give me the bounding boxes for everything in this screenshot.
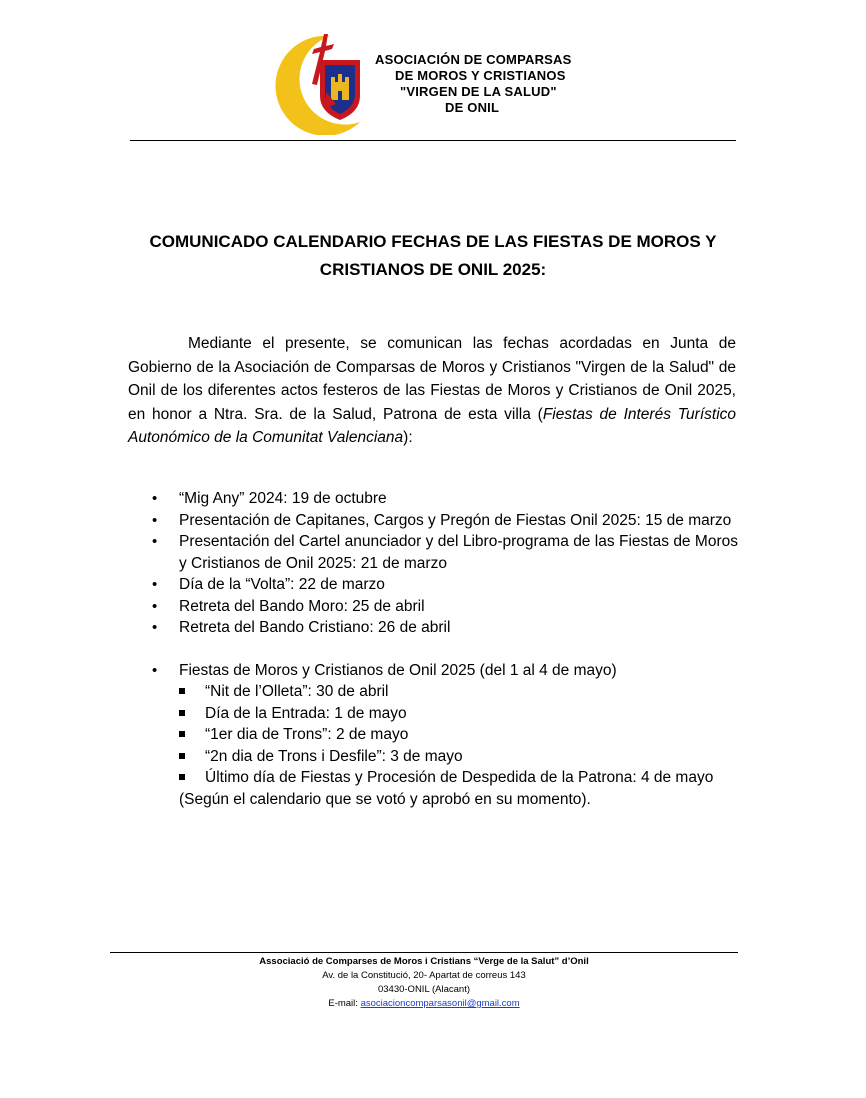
list-item: • Retreta del Bando Moro: 25 de abril (128, 596, 738, 618)
list-item: • “Mig Any” 2024: 19 de octubre (128, 488, 738, 510)
bullet-icon: • (152, 661, 158, 679)
footer-org: Associació de Comparses de Moros i Cristians “Verge de la Salut” d’Onil (259, 956, 589, 967)
square-bullet-icon (179, 774, 185, 780)
event-calendar-list (128, 488, 738, 810)
intro-text: Mediante el presente, se comunican las fechas acordadas en Junta de Gobierno de la Asociación de Comparsas de Moros y Cristianos "Virgen de la Salud" de Onil de los diferentes actos festeros de las Fiestas de Moros y Cristianos de Onil 2025, en honor a Ntra. Sra. de la Salud, Patrona de esta villa ( (128, 335, 736, 423)
square-bullet-icon (179, 731, 185, 737)
square-bullet-icon (179, 753, 185, 759)
title-line: COMUNICADO CALENDARIO FECHAS DE LAS FIESTAS DE MOROS Y (149, 232, 717, 251)
list-item: • Presentación de Capitanes, Cargos y Pregón de Fiestas Onil 2025: 15 de marzo (128, 510, 738, 532)
sub-list-item: “1er dia de Trons”: 2 de mayo (128, 724, 738, 746)
calendar-note: (Según el calendario que se votó y aprobó en su momento). (179, 790, 591, 808)
association-name (375, 52, 635, 116)
bullet-icon: • (152, 619, 158, 636)
email-label: E-mail: (328, 998, 361, 1009)
list-item: • Presentación del Cartel anunciador y del Libro-programa de las Fiestas de Moros y Cristianos de Onil 2025: 21 de marzo (152, 533, 738, 572)
sub-list-item: Día de la Entrada: 1 de mayo (128, 703, 738, 725)
footer-email-line (110, 997, 738, 1011)
footer-divider (110, 952, 738, 953)
footer-city: 03430-ONIL (Alacant) (377, 984, 471, 995)
intro-end: ): (403, 429, 413, 446)
footer-address: Av. de la Constitució, 20- Apartat de correus 143 (322, 970, 526, 981)
letterhead (0, 0, 866, 150)
title-line: CRISTIANOS DE ONIL 2025: (319, 260, 547, 279)
sub-list-item: Último día de Fiestas y Procesión de Despedida de la Patrona: 4 de mayo (128, 767, 738, 789)
org-line: ASOCIACIÓN DE COMPARSAS (375, 52, 572, 67)
org-line: "VIRGEN DE LA SALUD" (400, 84, 557, 99)
intro-italic: Fiestas de Interés Turístico Autonómico de la Comunitat Valenciana (128, 405, 737, 446)
sub-list-item: “Nit de l’Olleta”: 30 de abril (128, 681, 738, 703)
bullet-icon: • (152, 511, 158, 529)
document-title (100, 228, 766, 284)
list-item: • Retreta del Bando Cristiano: 26 de abril (128, 617, 738, 639)
sub-list-item: “2n dia de Trons i Desfile”: 3 de mayo (128, 746, 738, 768)
bullet-icon: • (152, 533, 158, 550)
fiestas-list-item: • Fiestas de Moros y Cristianos de Onil 2025 (del 1 al 4 de mayo) (128, 660, 738, 682)
bullet-icon: • (152, 576, 158, 593)
bullet-icon: • (152, 490, 158, 507)
list-item: • Día de la “Volta”: 22 de marzo (128, 574, 738, 596)
bullet-icon: • (152, 597, 158, 615)
footer (110, 955, 738, 1011)
square-bullet-icon (179, 688, 185, 694)
association-logo (268, 30, 368, 135)
intro-paragraph (128, 332, 736, 450)
email-link[interactable]: asociacioncomparsasonil@gmail.com (360, 998, 520, 1009)
org-line: DE ONIL (445, 100, 500, 115)
square-bullet-icon (179, 710, 185, 716)
header-divider (130, 140, 736, 141)
org-line: DE MOROS Y CRISTIANOS (395, 68, 566, 83)
